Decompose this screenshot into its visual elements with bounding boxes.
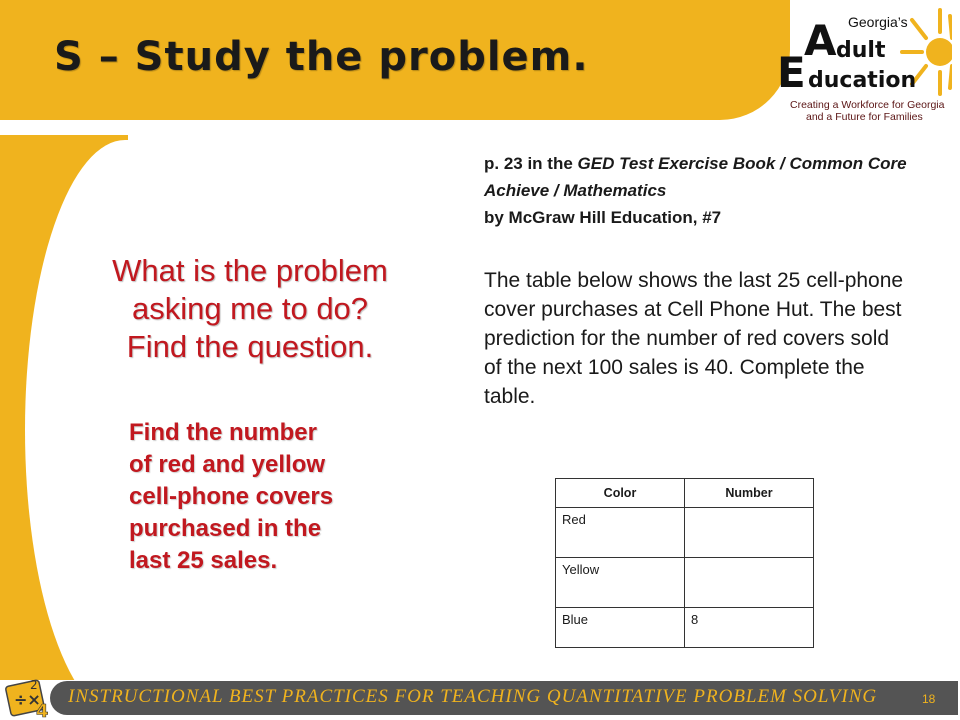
table-row <box>556 608 814 648</box>
logo-dult: dult <box>836 38 886 63</box>
answer-line: purchased in the <box>129 515 322 542</box>
question-line: What is the problem <box>112 253 388 288</box>
table-header-color: Color <box>556 479 685 508</box>
table-row <box>556 508 814 558</box>
svg-text:4: 4 <box>36 701 49 720</box>
source-citation <box>484 150 924 231</box>
answer-text <box>129 417 409 577</box>
question-line: Find the question. <box>126 329 374 364</box>
table-cell-color: Red <box>556 508 685 558</box>
logo-ducation: ducation <box>808 68 917 93</box>
logo-tagline-1: Creating a Workforce for Georgia <box>790 99 945 111</box>
table-cell-number <box>685 558 814 608</box>
table-header-row <box>556 479 814 508</box>
guiding-question <box>60 252 440 366</box>
logo-letter-e: E <box>777 48 806 97</box>
logo-tagline-2: and a Future for Families <box>806 111 923 123</box>
problem-statement: The table below shows the last 25 cell-phone cover purchases at Cell Phone Hut. The best prediction for the number of red covers sold of the next 100 sales is 40. Complete the table. <box>484 269 904 408</box>
source-suffix: by McGraw Hill Education, #7 <box>484 208 722 227</box>
page-number: 18 <box>922 692 936 706</box>
footer-title: INSTRUCTIONAL BEST PRACTICES FOR TEACHING QUANTITATIVE PROBLEM SOLVING <box>68 686 878 707</box>
table-cell-color: Yellow <box>556 558 685 608</box>
question-line: asking me to do? <box>131 291 369 326</box>
table-header-number: Number <box>685 479 814 508</box>
table-cell-color: Blue <box>556 608 685 648</box>
table-row <box>556 558 814 608</box>
color-count-table <box>555 478 814 648</box>
answer-line: of red and yellow <box>129 451 326 478</box>
svg-text:÷×: ÷× <box>14 690 41 709</box>
slide-title: S – Study the problem. <box>54 34 589 80</box>
logo-letter-a: A <box>804 16 837 65</box>
georgia-adult-education-logo <box>772 6 954 122</box>
answer-line: Find the number <box>129 419 317 446</box>
answer-line: last 25 sales. <box>129 547 278 574</box>
source-book-title: GED Test Exercise Book / Common Core Achieve / Mathematics <box>484 154 907 200</box>
math-symbols-icon <box>2 675 64 720</box>
source-prefix: p. 23 in the <box>484 154 578 173</box>
svg-text:2: 2 <box>30 678 38 692</box>
logo-state: Georgia’s <box>848 14 908 30</box>
answer-line: cell-phone covers <box>129 483 334 510</box>
footer <box>0 675 960 720</box>
table-cell-number: 8 <box>685 608 814 648</box>
table-cell-number <box>685 508 814 558</box>
